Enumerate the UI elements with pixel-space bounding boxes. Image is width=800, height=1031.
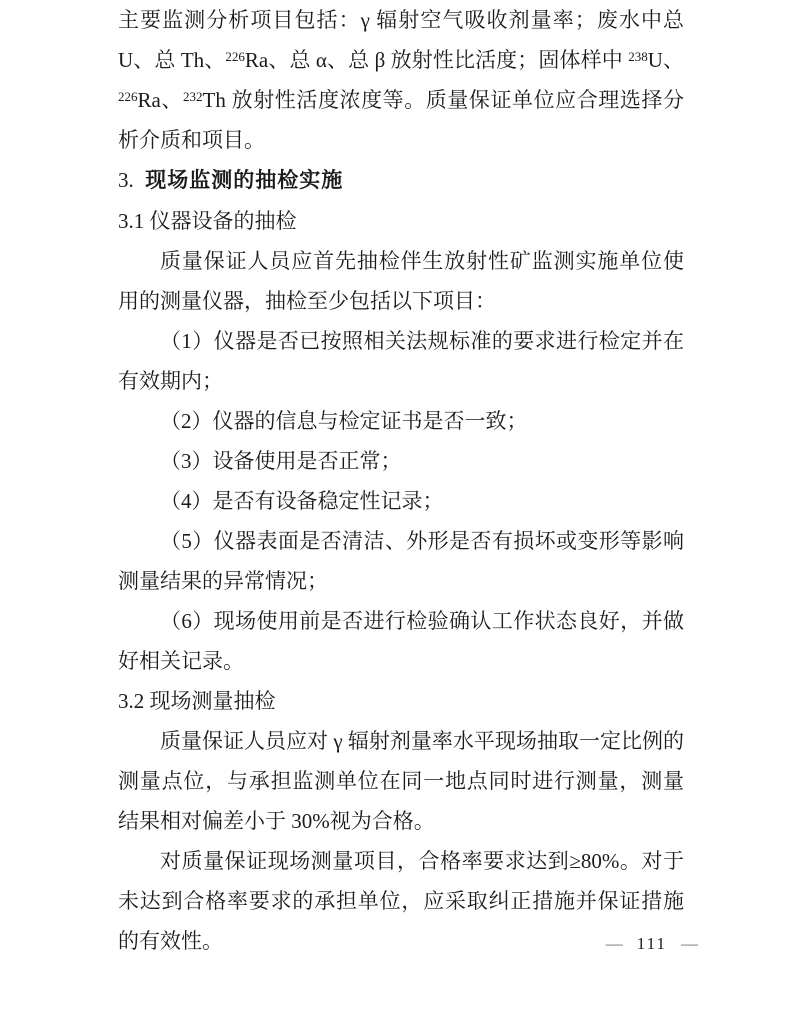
paragraph-3-2-pass-rate: 对质量保证现场测量项目，合格率要求达到≥80%。对于未达到合格率要求的承担单位，应采取纠正措施并保证措施的有效性。 [118, 849, 684, 953]
list-item-1: （1）仪器是否已按照相关法规标准的要求进行检定并在有效期内； [118, 329, 684, 393]
page-footer [118, 931, 698, 957]
list-item-3: （3）设备使用是否正常； [160, 449, 402, 473]
section-heading-title: 现场监测的抽检实施 [145, 169, 344, 192]
list-item-6: （6）现场使用前是否进行检验确认工作状态良好，并做好相关记录。 [118, 609, 684, 673]
paragraph-3-1-intro: 质量保证人员应首先抽检伴生放射性矿监测实施单位使用的测量仪器，抽检至少包括以下项目： [118, 249, 684, 313]
paragraph-monitoring-items: 主要监测分析项目包括：γ 辐射空气吸收剂量率；废水中总 U、总 Th、$^{226}$Ra、总 α、总 β 放射性比活度；固体样中 $^{238}$U、$^{226}$Ra、$^{232}$Th 放射性活度浓度等。质量保证单位应合理选择分析介质和项目。 [118, 8, 685, 152]
list-item-2: （2）仪器的信息与检定证书是否一致； [160, 409, 528, 433]
paragraph-3-2-measurement: 质量保证人员应对 γ 辐射剂量率水平现场抽取一定比例的测量点位，与承担监测单位在同一地点同时进行测量，测量结果相对偏差小于 30%视为合格。 [118, 729, 684, 833]
list-item-5: （5）仪器表面是否清洁、外形是否有损坏或变形等影响测量结果的异常情况； [118, 529, 684, 593]
footer-dash-left: — [605, 934, 623, 953]
page-number: 111 [636, 934, 667, 953]
section-heading-number: 3. [118, 168, 134, 192]
list-item-4: （4）是否有设备稳定性记录； [160, 489, 444, 513]
section-heading [118, 160, 684, 201]
subheading-3-1: 3.1 仪器设备的抽检 [118, 209, 297, 233]
footer-dash-right: — [681, 934, 698, 953]
subheading-3-2: 3.2 现场测量抽检 [118, 689, 276, 713]
document-body [118, 0, 684, 961]
